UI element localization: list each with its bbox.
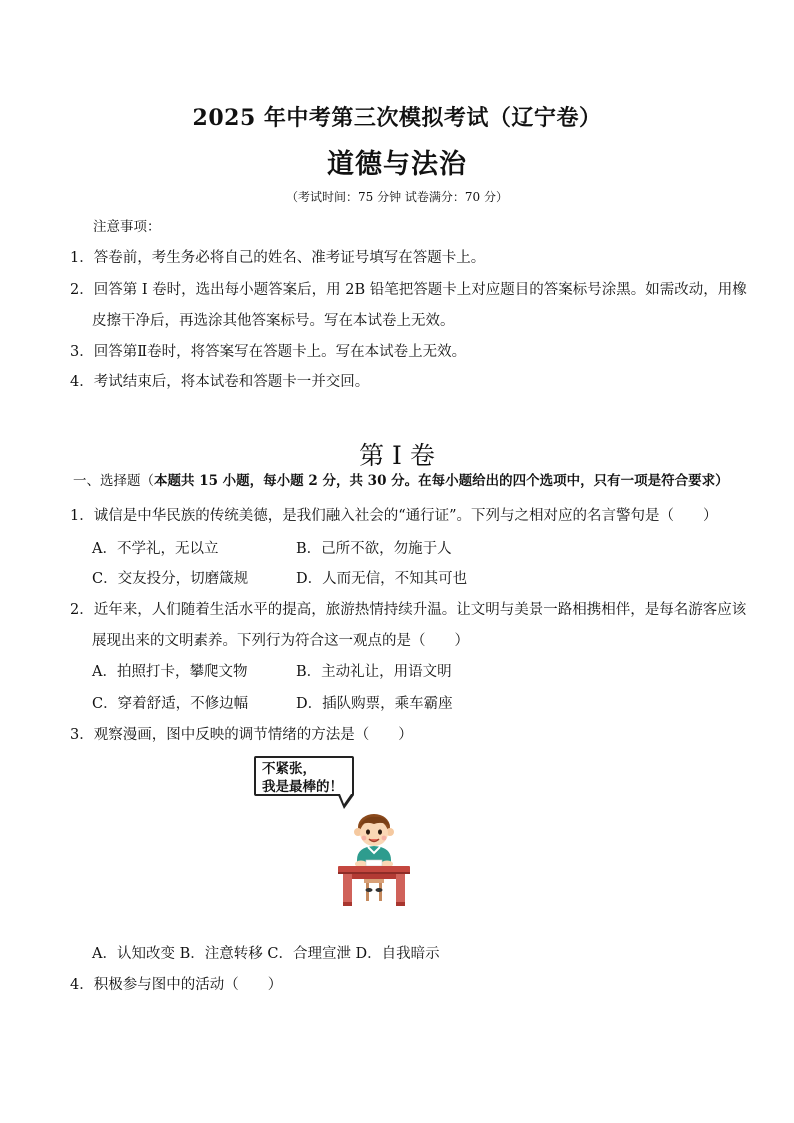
question-1-stem [70,504,718,525]
speech-bubble [254,756,354,796]
question-3-stem [70,723,413,744]
notice-item-1 [70,248,485,268]
q3-options: A．认知改变 B．注意转移 C．合理宣泄 D．自我暗示 [92,946,440,962]
question-number: 4． [70,977,94,993]
question-text: 诚信是中华民族的传统美德，是我们融入社会的“通行证”。下列与之相对应的名言警句是（ ） [93,508,718,524]
notice-number: 1． [70,250,94,266]
notice-number: 2． [70,282,94,298]
instruction-prefix: 一、选择题（ [73,473,154,489]
q2-option-d: D．插队购票，乘车霸座 [296,696,453,712]
desk-icon [338,866,410,873]
question-text: 近年来，人们随着生活水平的提高，旅游热情持续升温。让文明与美景一路相携相伴，是每名游客应该 [93,602,747,618]
notice-heading: 注意事项： [93,219,161,235]
question-4-stem [70,973,282,994]
question-2-stem-continued: 展现出来的文明素养。下列行为符合这一观点的是（ ） [92,633,469,649]
speech-bubble-tail-fill [340,794,351,804]
instruction-suffix: ，只有一项是符合要求） [580,473,729,489]
notice-number: 4． [70,374,94,390]
subject-title: 道德与法治 [327,149,467,180]
notice-item-4 [70,372,369,392]
speech-bubble-line-1: 不紧张， [262,761,316,777]
section-instruction [73,471,729,491]
question-number: 2． [70,602,94,618]
exam-info: （考试时间：75 分钟 试卷满分：70 分） [286,190,508,204]
q1-option-b: B．己所不欲，勿施于人 [296,541,452,557]
notice-text: 回答第 I 卷时，选出每小题答案后，用 2B 铅笔把答题卡上对应题目的答案标号涂黑。如需改动，用橡 [93,282,747,298]
q2-option-c: C．穿着舒适，不修边幅 [92,696,249,712]
q1-option-a: A．不学礼，无以立 [92,541,219,557]
notice-text: 答卷前，考生务必将自己的姓名、准考证号填写在答题卡上。 [93,250,486,266]
speech-bubble-line-2: 我是最棒的！ [262,779,343,795]
question-text: 观察漫画，图中反映的调节情绪的方法是（ ） [93,727,413,743]
instruction-body: 本题共 15 小题，每小题 2 分，共 30 分。在每小题给出的 [154,473,513,489]
notice-number: 3． [70,344,94,360]
q1-option-c: C．交友投分，切磨箴规 [92,571,249,587]
exam-title: 2025 年中考第三次模拟考试（辽宁卷） [192,105,602,131]
notice-item-3 [70,342,466,362]
notice-item-2-continued: 皮擦干净后，再选涂其他答案标号。写在本试卷上无效。 [92,313,455,329]
question-2-stem [70,598,746,619]
boy-at-desk-illustration [330,810,420,910]
notice-text: 考试结束后，将本试卷和答题卡一并交回。 [93,374,370,390]
instruction-emphasis: 四个选项中 [512,473,581,489]
question-number: 1． [70,508,94,524]
part-one-heading: 第 I 卷 [359,441,435,470]
q1-option-d: D．人而无信，不知其可也 [296,571,468,587]
notice-text: 回答第Ⅱ卷时，将答案写在答题卡上。写在本试卷上无效。 [93,344,467,360]
question-number: 3． [70,727,94,743]
question-text: 积极参与图中的活动（ ） [93,977,283,993]
q2-option-b: B．主动礼让，用语文明 [296,664,452,680]
q2-option-a: A．拍照打卡，攀爬文物 [92,664,248,680]
notice-item-2 [70,280,747,300]
